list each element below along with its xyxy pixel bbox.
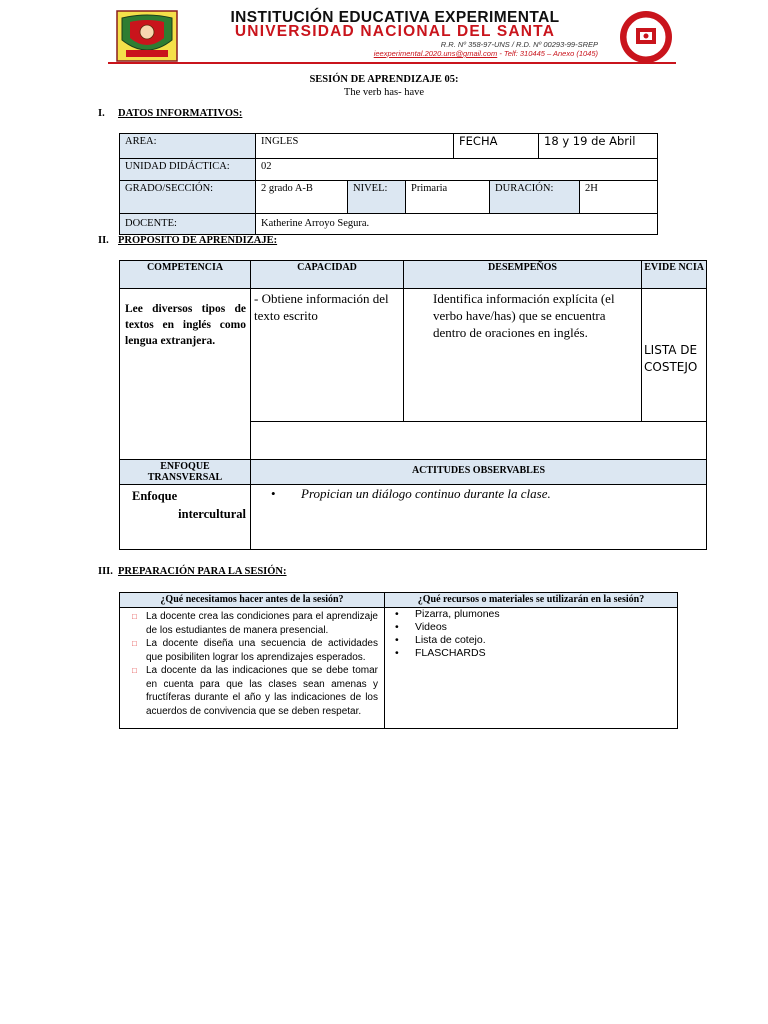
resolution-text: R.R. Nº 358-97-UNS / R.D. Nº 00293-99-SREP: [440, 40, 598, 49]
header-rule: [108, 62, 676, 64]
list-item: □ La docente da las indicaciones que se debe tomar en cuenta para que las clases sean amenas y fructíferas durante el año y las indicaciones de los acuerdos de convivencia que se deben respetar.: [132, 665, 378, 717]
actitud-cell: • Propician un diálogo continuo durante la clase.: [251, 485, 707, 550]
fecha-label: FECHA: [454, 134, 539, 159]
section-datos-heading: [98, 108, 242, 119]
proposito-table: [119, 260, 707, 550]
proposito-empty-cell: [251, 422, 707, 460]
competencia-header: COMPETENCIA: [120, 261, 251, 289]
contact-email: ieexperimental.2020.uns@gmail.com: [373, 49, 498, 58]
session-subtitle: The verb has- have: [343, 87, 425, 98]
checkbox-bullet-icon: □: [132, 639, 137, 648]
section-number: III.: [98, 566, 113, 577]
fecha-value: 18 y 19 de Abril: [539, 134, 658, 159]
capacidad-header: CAPACIDAD: [251, 261, 404, 289]
actitudes-header: ACTITUDES OBSERVABLES: [251, 460, 707, 485]
area-label: AREA:: [120, 134, 256, 159]
enfoque-header: ENFOQUE TRANSVERSAL: [120, 460, 251, 485]
datos-table: [119, 133, 658, 235]
unidad-label: UNIDAD DIDÁCTICA:: [120, 159, 256, 181]
evidencia-cell: LISTA DE COSTEJO: [642, 289, 707, 422]
evidencia-header: EVIDE NCIA: [642, 261, 707, 289]
session-title: SESIÓN DE APRENDIZAJE 05:: [309, 74, 459, 85]
resource-item: • Pizarra, plumones: [395, 608, 673, 621]
resources-cell: [385, 608, 678, 729]
grado-value: 2 grado A-B: [256, 181, 348, 214]
before-cell: [120, 608, 385, 729]
preparacion-table: [119, 592, 678, 729]
duracion-label: DURACIÓN:: [490, 181, 580, 214]
docente-label: DOCENTE:: [120, 214, 256, 235]
institution-banner: [108, 6, 676, 68]
section-proposito-heading: [98, 235, 277, 246]
resource-item: • FLASCHARDS: [395, 647, 673, 660]
contact-phone: - Telf: 310445 – Anexo (1045): [497, 49, 598, 58]
section-preparacion-heading: [98, 566, 287, 577]
docente-value: Katherine Arroyo Segura.: [256, 214, 658, 235]
grado-label: GRADO/SECCIÓN:: [120, 181, 256, 214]
nivel-value: Primaria: [406, 181, 490, 214]
before-header: ¿Qué necesitamos hacer antes de la sesión?: [120, 593, 385, 608]
section-number: II.: [98, 235, 109, 246]
list-item: □ La docente diseña una secuencia de actividades que posibiliten lograr los aprendizajes esperados.: [132, 638, 378, 663]
checkbox-bullet-icon: □: [132, 666, 137, 675]
university-name: UNIVERSIDAD NACIONAL DEL SANTA: [234, 23, 556, 40]
section-label: DATOS INFORMATIVOS:: [118, 108, 243, 119]
enfoque-value-2: intercultural: [178, 507, 246, 521]
section-label: PROPOSITO DE APRENDIZAJE:: [118, 235, 278, 246]
duracion-value: 2H: [580, 181, 658, 214]
contact-line: [258, 49, 598, 58]
enfoque-value-1: Enfoque: [132, 489, 178, 503]
section-label: PREPARACIÓN PARA LA SESIÓN:: [118, 566, 287, 577]
institution-name: INSTITUCIÓN EDUCATIVA EXPERIMENTAL: [230, 9, 560, 26]
checkbox-bullet-icon: □: [132, 612, 137, 621]
area-value: INGLES: [256, 134, 454, 159]
desempenos-header: DESEMPEÑOS: [404, 261, 642, 289]
resource-item: • Lista de cotejo.: [395, 634, 673, 647]
desempeno-cell: Identifica información explícita (el verbo have/has) que se encuentra dentro de oraciones en inglés.: [404, 289, 642, 422]
capacidad-cell: - Obtiene información del texto escrito: [251, 289, 404, 422]
nivel-label: NIVEL:: [348, 181, 406, 214]
resource-item: • Videos: [395, 621, 673, 634]
section-number: I.: [98, 108, 105, 119]
competencia-cell: Lee diversos tipos de textos en inglés como lengua extranjera.: [120, 289, 251, 460]
unidad-value: 02: [256, 159, 658, 181]
enfoque-cell: [120, 485, 251, 550]
resources-header: ¿Qué recursos o materiales se utilizarán en la sesión?: [385, 593, 678, 608]
list-item: □ La docente crea las condiciones para el aprendizaje de los estudiantes de manera presencial.: [132, 611, 378, 636]
